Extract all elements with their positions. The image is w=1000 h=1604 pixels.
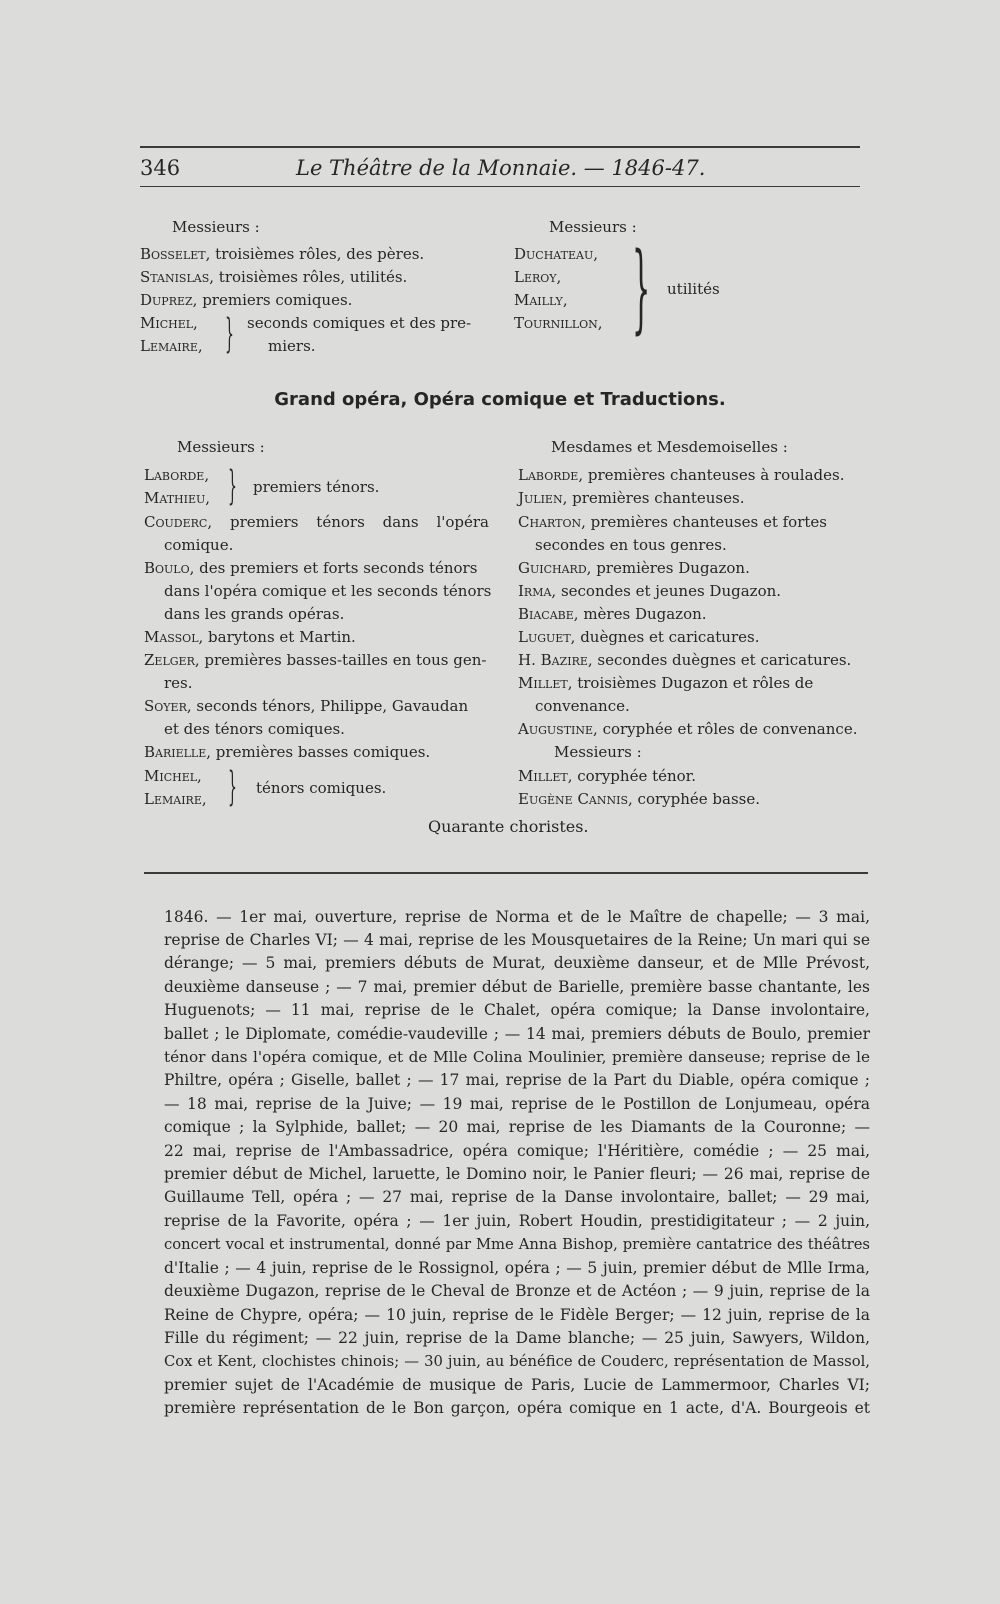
opera-left-entry: Soyer, seconds ténors, Philippe, Gavaudan [144,697,469,715]
chronicle-line: Philtre, opéra ; Giselle, ballet ; — 17 mai, reprise de la Part du Diable, opéra comique ; [164,1071,870,1090]
opera-left-entry: Barielle, premières basses comiques. [144,743,431,761]
chronicle-line: concert vocal et instrumental, donné par Mme Anna Bishop, première cantatrice des théâtres [164,1236,870,1254]
opera-left-entry: Couderc, premiers ténors dans l'opéra [144,513,489,531]
troupe-left-brace-role: seconds comiques et des pre- [247,314,472,332]
chronicle-line: — 18 mai, reprise de la Juive; — 19 mai, reprise de le Postillon de Lonjumeau, opéra [164,1094,870,1113]
chronicle-line: Reine de Chypre, opéra; — 10 juin, reprise de le Fidèle Berger; — 12 juin, reprise de la [164,1305,870,1324]
troupe-right-name: Leroy, [514,268,562,286]
troupe-left-line: Bosselet, troisièmes rôles, des pères. [140,245,425,263]
troupe-left-line: Duprez, premiers comiques. [140,291,353,309]
brace-icon: } [225,311,234,357]
opera-left-entry: Zelger, premières basses-tailles en tous gen- [144,651,487,669]
opera-right-entry: Millet, coryphée ténor. [518,767,696,785]
chronicle-line: deuxième Dugazon, reprise de le Cheval de Bronze et de Actéon ; — 9 juin, reprise de la [164,1282,870,1301]
troupe-right-heading: Messieurs : [549,218,637,236]
opera-right-entry: Julien, premières chanteuses. [518,489,745,507]
chronicle-paragraph [164,906,870,929]
troupe-left-brace-name: Lemaire, [140,337,203,355]
troupe-right-name: Mailly, [514,291,568,309]
opera-right-entry: Millet, troisièmes Dugazon et rôles de [518,674,814,692]
chronicle-paragraph [164,929,870,1421]
opera-left-brace-name: Mathieu, [144,489,211,507]
opera-right-entry: H. Bazire, secondes duègnes et caricatures. [518,651,852,669]
page-number: 346 [140,156,181,180]
opera-right-entry: Charton, premières chanteuses et fortes [518,513,827,531]
opera-right-entry: Augustine, coryphée et rôles de convenance. [518,720,858,738]
opera-left-entry-cont: dans les grands opéras. [164,605,345,623]
troupe-right-name: Tournillon, [514,314,603,332]
opera-right-entry-cont: convenance. [535,697,630,715]
opera-left-entry-cont: comique. [164,536,234,554]
chronicle-line: d'Italie ; — 4 juin, reprise de le Rossignol, opéra ; — 5 juin, premier début de Mlle Irma, [164,1258,870,1277]
troupe-left-heading: Messieurs : [172,218,260,236]
opera-right-entry: Eugène Cannis, coryphée basse. [518,790,760,808]
opera-right-entry: Biacabe, mères Dugazon. [518,605,707,623]
opera-left-brace-role: premiers ténors. [253,478,380,496]
chronicle-line: deuxième danseuse ; — 7 mai, premier début de Barielle, première basse chantante, les [164,977,870,996]
chronicle-line: ballet ; le Diplomate, comédie-vaudeville ; — 14 mai, premiers débuts de Boulo, premier [164,1024,870,1043]
opera-left-entry: Massol, barytons et Martin. [144,628,356,646]
chronicle-line: Fille du régiment; — 22 juin, reprise de la Dame blanche; — 25 juin, Sawyers, Wildon, [164,1328,870,1347]
chronicle-line: Huguenots; — 11 mai, reprise de le Chalet, opéra comique; la Danse involontaire, [164,1001,870,1020]
brace-icon: } [228,463,237,509]
chronicle-line: 22 mai, reprise de l'Ambassadrice, opéra comique; l'Héritière, comédie ; — 25 mai, [164,1141,870,1160]
brace-icon: } [228,764,237,810]
opera-left-brace-name: Lemaire, [144,790,207,808]
opera-right-entry: Laborde, premières chanteuses à roulades. [518,466,845,484]
chronicle-line: 1846. — 1er mai, ouverture, reprise de Norma et de le Maître de chapelle; — 3 mai, [164,908,870,926]
chronicle-line: reprise de la Favorite, opéra ; — 1er juin, Robert Houdin, prestidigitateur ; — 2 juin, [164,1211,870,1230]
troupe-right-name: Duchateau, [514,245,598,263]
troupe-left-line: Stanislas, troisièmes rôles, utilités. [140,268,408,286]
running-title: Le Théâtre de la Monnaie. — 1846-47. [296,156,706,180]
opera-right-entry: Guichard, premières Dugazon. [518,559,750,577]
chronicle-line: Guillaume Tell, opéra ; — 27 mai, reprise de la Danse involontaire, ballet; — 29 mai, [164,1188,870,1207]
opera-left-brace-name: Laborde, [144,466,210,484]
choristes-line: Quarante choristes. [428,817,589,836]
opera-left-entry-cont: dans l'opéra comique et les seconds ténors [164,582,492,600]
chronicle-line: premier début de Michel, laruette, le Domino noir, le Panier fleuri; — 26 mai, reprise de [164,1165,870,1184]
chronicle-line: première représentation de le Bon garçon, opéra comique en 1 acte, d'A. Bourgeois et [164,1399,870,1418]
opera-left-heading: Messieurs : [177,438,265,456]
header-rule-top [140,146,860,148]
chronicle-line: ténor dans l'opéra comique, et de Mlle Colina Moulinier, première danseuse; reprise de le [164,1048,870,1067]
chronicle-line: Cox et Kent, clochistes chinois; — 30 juin, au bénéfice de Couderc, représentation de Massol, [164,1353,870,1371]
header-rule-bottom [140,186,860,187]
opera-right-heading: Mesdames et Mesdemoiselles : [551,438,788,456]
opera-right-entry-cont: secondes en tous genres. [535,536,727,554]
opera-left-entry: Boulo, des premiers et forts seconds ténors [144,559,478,577]
section-divider [144,872,868,874]
opera-right-entry: Luguet, duègnes et caricatures. [518,628,760,646]
troupe-right-role: utilités [667,280,720,298]
brace-icon: } [632,232,651,344]
section-title: Grand opéra, Opéra comique et Traductions. [274,389,726,410]
chronicle-line: premier sujet de l'Académie de musique de Paris, Lucie de Lammermoor, Charles VI; [164,1375,870,1394]
chronicle-line: dérange; — 5 mai, premiers débuts de Murat, deuxième danseur, et de Mlle Prévost, [164,954,870,973]
chronicle-line: reprise de Charles VI; — 4 mai, reprise de les Mousquetaires de la Reine; Un mari qui se [164,931,870,949]
opera-left-brace-role: ténors comiques. [256,779,387,797]
opera-left-brace-name: Michel, [144,767,202,785]
opera-right-heading: Messieurs : [554,743,642,761]
troupe-left-brace-role: miers. [268,337,316,355]
chronicle-line: comique ; la Sylphide, ballet; — 20 mai, reprise de les Diamants de la Couronne; — [164,1118,870,1137]
opera-left-entry-cont: res. [164,674,193,692]
opera-right-entry: Irma, secondes et jeunes Dugazon. [518,582,782,600]
troupe-left-brace-name: Michel, [140,314,198,332]
opera-left-entry-cont: et des ténors comiques. [164,720,345,738]
